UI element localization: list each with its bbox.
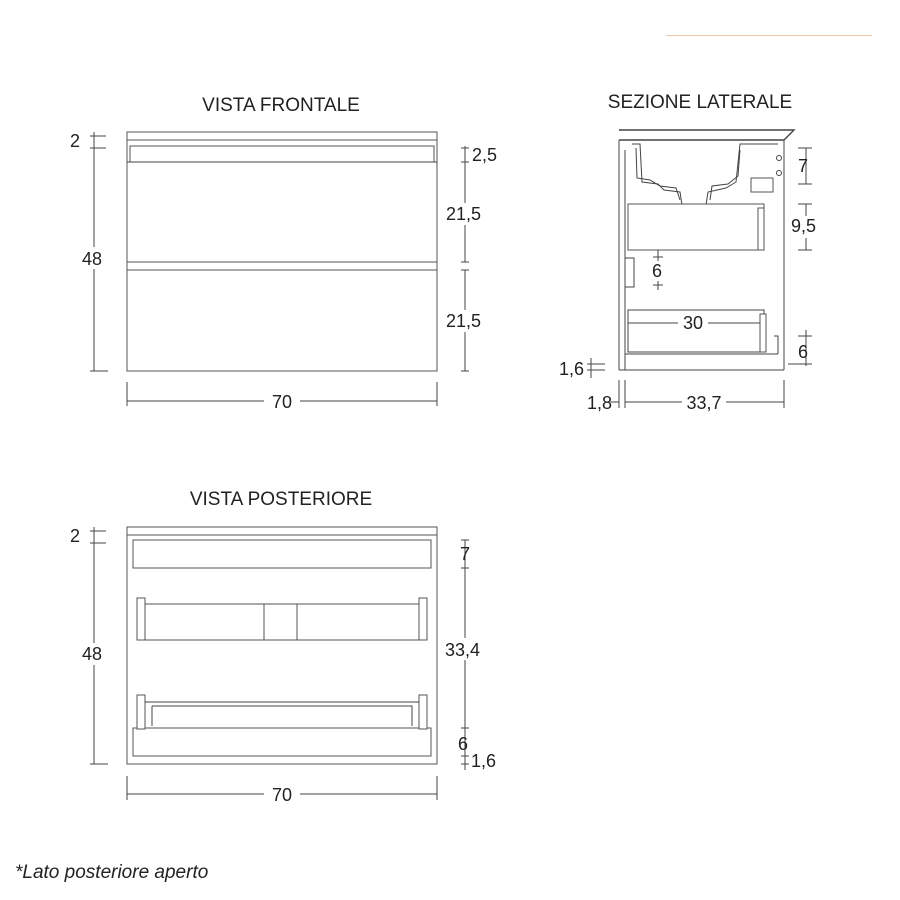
side-basin-inner <box>636 148 740 200</box>
side-inner-depth-dim: 30 <box>682 313 704 333</box>
rear-lower-drawer-left-side <box>137 695 145 729</box>
side-mid-dim: 9,5 <box>791 216 817 236</box>
rear-top-dim: 2 <box>70 526 81 546</box>
side-upper-drawer <box>628 204 764 250</box>
side-base-dim: 1,6 <box>559 359 585 379</box>
front-width-dim: 70 <box>271 392 293 412</box>
rear-lower-drawer-right-side <box>419 695 427 729</box>
side-lower-stop <box>774 336 778 354</box>
front-height-dim: 48 <box>82 249 103 269</box>
rear-top-slab <box>127 527 437 535</box>
side-section-view <box>559 92 822 414</box>
side-upper-drawer-back <box>758 208 764 250</box>
rear-base-dim: 1,6 <box>471 751 497 771</box>
rear-upper-dim: 7 <box>460 544 471 564</box>
rear-siphon-cutout <box>264 604 297 640</box>
side-view-title: SEZIONE LATERALE <box>607 92 793 113</box>
rear-width-dim: 70 <box>271 785 293 805</box>
footnote: *Lato posteriore aperto <box>15 862 209 883</box>
side-bottom-dim: 6 <box>798 342 809 362</box>
side-top-dim: 7 <box>798 156 809 176</box>
side-slot-dim: 6 <box>652 261 663 281</box>
side-screw-icon <box>777 171 782 176</box>
front-top-dim: 2 <box>70 131 81 151</box>
front-handle-groove <box>130 146 434 162</box>
rear-lower-dim: 6 <box>458 734 469 754</box>
side-front-slot <box>625 258 634 287</box>
rear-view <box>70 489 496 806</box>
front-drawer2-dim: 21,5 <box>446 311 482 331</box>
side-depth-dim: 33,7 <box>686 393 722 413</box>
front-top-slab <box>127 132 437 140</box>
front-drawer-divider <box>127 262 437 270</box>
side-basin-outline <box>632 144 778 205</box>
front-view-title: VISTA FRONTALE <box>202 95 360 116</box>
rear-height-dim: 48 <box>82 644 103 664</box>
rear-upper-drawer-right-side <box>419 598 427 640</box>
rear-upper-rail <box>133 540 431 568</box>
front-cabinet-body <box>127 140 437 371</box>
front-drawer1-dim: 21,5 <box>446 204 482 224</box>
side-siphon-box <box>751 178 773 192</box>
side-front-panel <box>619 140 625 370</box>
rear-view-title: VISTA POSTERIORE <box>189 489 373 510</box>
side-lower-drawer-back <box>760 314 766 352</box>
rear-upper-drawer-left-side <box>137 598 145 640</box>
side-back-dim: 1,8 <box>587 393 613 413</box>
front-view <box>70 95 497 413</box>
side-top-slab <box>619 130 794 140</box>
rear-lower-rail <box>133 728 431 756</box>
side-screw-icon <box>777 156 782 161</box>
front-gap-dim: 2,5 <box>472 145 498 165</box>
rear-opening-dim: 33,4 <box>445 640 481 660</box>
